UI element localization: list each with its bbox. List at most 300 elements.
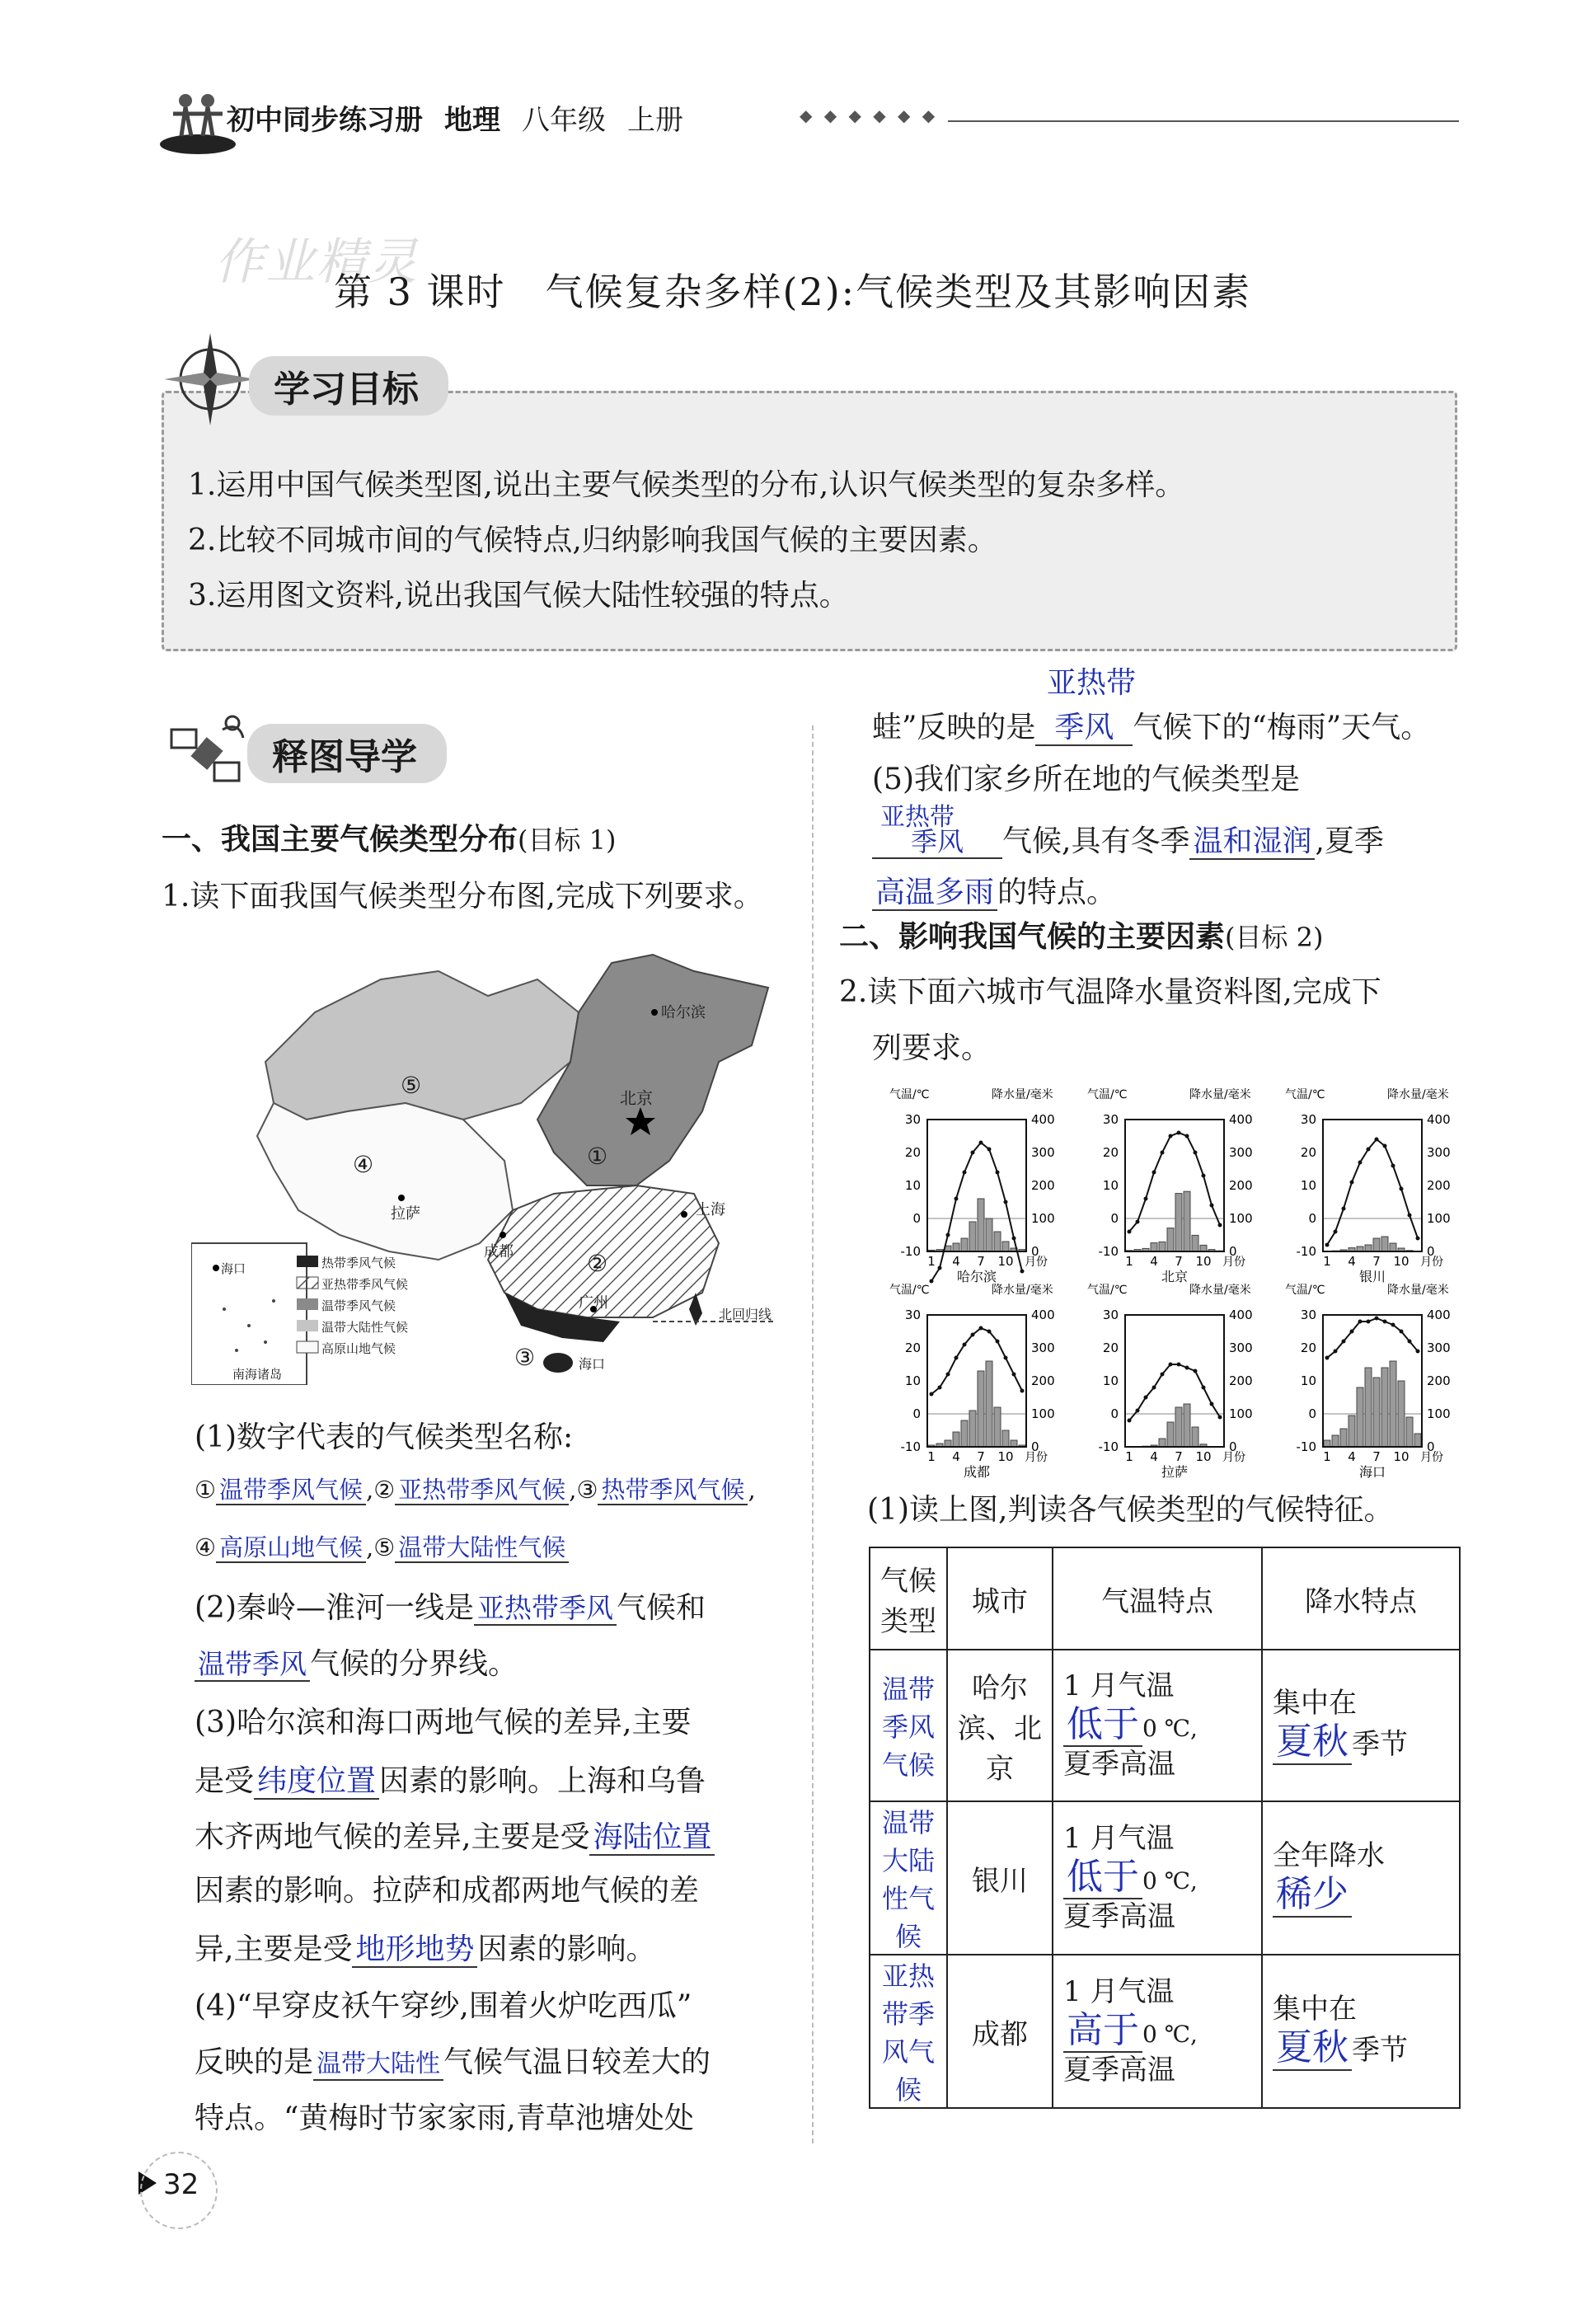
column-divider — [812, 725, 814, 2143]
row2-temp-pre: 1 月气温 — [1063, 1822, 1175, 1856]
temperature-point — [1342, 1340, 1346, 1344]
row2-temp-summer: 夏季高温 — [1063, 1900, 1175, 1934]
legend-3: 温带季风气候 — [321, 1298, 396, 1313]
temperature-point — [1136, 1220, 1140, 1224]
month-tick-label: 4 — [1348, 1449, 1356, 1464]
temp-tick-label: 30 — [1102, 1112, 1119, 1127]
x-axis-label: 月份 — [1025, 1256, 1048, 1269]
climate-chart-svg — [878, 1087, 1076, 1284]
month-tick-label: 10 — [1393, 1254, 1409, 1269]
climate-chart-chengdu — [878, 1282, 1076, 1480]
row2-temp-answer: 低于 — [1063, 1857, 1142, 1900]
row2-precip-pre: 全年降水 — [1273, 1839, 1385, 1873]
temperature-point — [1334, 1230, 1338, 1234]
x-axis-label: 月份 — [1222, 1451, 1245, 1464]
precip-tick-label: 100 — [1031, 1406, 1055, 1421]
row1-precip-pre: 集中在 — [1273, 1687, 1357, 1721]
row3-temp-post: 0 ℃, — [1142, 2020, 1198, 2048]
precip-bar — [1381, 1368, 1388, 1447]
temp-tick-label: 0 — [1308, 1406, 1316, 1421]
temperature-point — [1185, 1366, 1189, 1370]
header-volume: 上册 — [627, 103, 683, 137]
temp-tick-label: -10 — [1098, 1439, 1119, 1454]
temperature-point — [1218, 1416, 1222, 1420]
p3-text-c: 因素的影响。上海和乌鲁 — [379, 1764, 706, 1798]
lesson-title: 第 3 课时 气候复杂多样(2):气候类型及其影响因素 — [334, 270, 1252, 314]
section2-goal: (目标 2) — [1225, 922, 1324, 953]
p3-text-b: 是受 — [195, 1764, 255, 1798]
month-tick-label: 10 — [1393, 1449, 1409, 1464]
region-temperate-monsoon — [537, 955, 768, 1185]
answer-4: 高原山地气候 — [216, 1534, 366, 1563]
legend-4: 温带大陆性气候 — [321, 1320, 409, 1335]
temp-tick-label: 30 — [904, 1308, 921, 1322]
precip-tick-label: 0 — [1427, 1439, 1435, 1454]
precip-tick-label: 100 — [1427, 1406, 1451, 1421]
temp-tick-label: 30 — [904, 1112, 921, 1127]
climate-chart-svg — [878, 1282, 1076, 1480]
p4-answer-1: 温带大陆性 — [313, 2050, 443, 2081]
precip-bar — [1390, 1361, 1396, 1447]
map-number-3: ③ — [514, 1344, 536, 1371]
precip-tick-label: 100 — [1229, 1406, 1253, 1421]
p2-text-b: 气候和 — [617, 1591, 706, 1625]
temperature-point — [1375, 1138, 1379, 1142]
row3-temp-answer: 高于 — [1063, 2010, 1142, 2054]
y-axis-label-temp: 气温/℃ — [889, 1284, 930, 1297]
y-axis-label-precip: 降水量/毫米 — [1189, 1284, 1251, 1297]
precip-bar — [1381, 1237, 1388, 1251]
row1-temp-post: 0 ℃, — [1142, 1714, 1198, 1742]
header-rule — [948, 120, 1459, 122]
temperature-point — [1325, 1356, 1330, 1360]
precip-bar — [1167, 1228, 1174, 1251]
y-axis-label-temp: 气温/℃ — [889, 1088, 930, 1101]
row1-city: 哈尔滨、北京 — [947, 1650, 1053, 1801]
temperature-point — [971, 1333, 975, 1337]
precip-bar — [1184, 1191, 1190, 1251]
temperature-point — [1202, 1386, 1206, 1390]
temperature-point — [987, 1330, 992, 1334]
plot-frame — [1125, 1120, 1224, 1251]
p3-line5 — [195, 1932, 655, 1968]
temp-tick-label: 20 — [904, 1145, 921, 1160]
row3-precip — [1262, 1955, 1460, 2108]
precip-bar — [1192, 1427, 1198, 1447]
precip-bar — [1192, 1235, 1198, 1251]
temp-tick-label: 30 — [1102, 1308, 1119, 1322]
row3-temp — [1053, 1955, 1262, 2108]
temperature-point — [1194, 1151, 1198, 1155]
climate-chart-svg — [1076, 1282, 1273, 1480]
map-number-1: ① — [587, 1143, 608, 1170]
map-label-shanghai: 上海 — [696, 1201, 725, 1218]
temperature-point — [1210, 1402, 1214, 1406]
objective-2: 2.比较不同城市间的气候特点,归纳影响我国气候的主要因素。 — [188, 523, 997, 557]
map-tropic-label: 北回归线 — [719, 1307, 772, 1322]
precip-bar — [969, 1222, 976, 1251]
precip-tick-label: 200 — [1229, 1178, 1253, 1193]
temp-tick-label: 0 — [1110, 1211, 1119, 1226]
temperature-point — [1391, 1323, 1395, 1327]
row3-type: 亚热带季风气候 — [870, 1955, 947, 2108]
row1-temp-answer: 低于 — [1063, 1704, 1142, 1748]
header-bar — [227, 92, 683, 142]
temperature-point — [1408, 1340, 1412, 1344]
temperature-point — [1169, 1363, 1173, 1367]
temp-tick-label: -10 — [1098, 1244, 1119, 1259]
p5-answer-1: 季风 — [872, 827, 1002, 859]
map-label-beijing: 北京 — [620, 1088, 653, 1108]
p1-prompt: (1)数字代表的气候类型名称: — [195, 1420, 574, 1454]
precip-bar — [1357, 1387, 1363, 1447]
precip-tick-label: 300 — [1229, 1340, 1253, 1355]
p5-line3 — [872, 876, 1116, 911]
map-label-chengdu: 成都 — [484, 1243, 514, 1261]
p3-line2 — [195, 1764, 706, 1800]
th-temp: 气温特点 — [1053, 1547, 1262, 1650]
climate-chart-beijing — [1076, 1087, 1273, 1284]
section2-title — [839, 919, 1324, 954]
p3-text-d: 木齐两地气候的差异,主要是受 — [195, 1820, 590, 1854]
y-axis-label-temp: 气温/℃ — [1087, 1088, 1128, 1101]
p1-answers-row2 — [195, 1533, 569, 1563]
temperature-point — [996, 1340, 1000, 1344]
precip-tick-label: 400 — [1229, 1308, 1253, 1322]
temperature-point — [1020, 1270, 1025, 1274]
temp-tick-label: 10 — [1300, 1178, 1316, 1193]
header-book-title: 初中同步练习册 — [227, 103, 423, 137]
precip-tick-label: 0 — [1229, 1439, 1237, 1454]
precip-tick-label: 400 — [1229, 1112, 1253, 1127]
row3-temp-pre: 1 月气温 — [1063, 1975, 1175, 2009]
precip-tick-label: 400 — [1031, 1308, 1055, 1322]
p2-answer-1: 亚热带季风 — [474, 1593, 617, 1626]
p2-answer-2: 温带季风 — [195, 1649, 310, 1682]
month-tick-label: 7 — [1175, 1449, 1183, 1464]
temperature-line — [931, 1328, 1022, 1394]
temperature-point — [1375, 1317, 1379, 1321]
x-axis-label: 月份 — [1420, 1451, 1443, 1464]
temperature-line — [1129, 1133, 1220, 1232]
climate-chart-harbin — [878, 1087, 1076, 1284]
precip-bar — [1406, 1417, 1413, 1447]
temperature-point — [1408, 1214, 1412, 1218]
month-tick-label: 7 — [1175, 1254, 1183, 1269]
page-number: 32 — [163, 2168, 199, 2201]
temperature-point — [938, 1266, 942, 1270]
map-number-2: ② — [587, 1250, 608, 1277]
precip-bar — [961, 1238, 968, 1251]
precip-bar — [1184, 1404, 1190, 1447]
temperature-point — [1383, 1144, 1387, 1148]
y-axis-label-temp: 气温/℃ — [1285, 1284, 1325, 1297]
precip-tick-label: 200 — [1031, 1373, 1055, 1388]
temperature-point — [955, 1356, 959, 1360]
temperature-point — [963, 1343, 967, 1347]
temperature-point — [979, 1326, 983, 1331]
temp-tick-label: 30 — [1300, 1308, 1316, 1322]
precip-bar — [1011, 1440, 1017, 1447]
x-axis-label: 月份 — [1025, 1451, 1048, 1464]
temperature-point — [1152, 1171, 1156, 1175]
temperature-point — [1358, 1320, 1363, 1324]
precip-bar — [1390, 1243, 1396, 1251]
temp-tick-label: -10 — [900, 1244, 921, 1259]
p5-answer-2: 温和湿润 — [1189, 824, 1315, 860]
precip-bar — [1349, 1416, 1355, 1447]
temperature-point — [1367, 1148, 1371, 1152]
th-precip: 降水特点 — [1262, 1547, 1460, 1650]
y-axis-label-temp: 气温/℃ — [1087, 1284, 1128, 1297]
temp-tick-label: 10 — [1300, 1373, 1316, 1388]
precip-tick-label: 400 — [1031, 1112, 1055, 1127]
p4-answer-2-top: 亚热带 — [1047, 666, 1137, 700]
temp-tick-label: 30 — [1300, 1112, 1316, 1127]
month-tick-label: 1 — [1323, 1254, 1331, 1269]
temperature-point — [1177, 1363, 1181, 1367]
p4-text-f: 气候下的“梅雨”天气。 — [1133, 711, 1431, 744]
temperature-point — [963, 1171, 967, 1175]
table-intro: (1)读上图,判读各气候类型的气候特征。 — [867, 1493, 1394, 1527]
temperature-point — [1144, 1197, 1148, 1201]
precip-tick-label: 200 — [1427, 1373, 1451, 1388]
temp-tick-label: 20 — [1102, 1145, 1119, 1160]
month-tick-label: 7 — [1372, 1449, 1381, 1464]
china-climate-map — [191, 946, 785, 1385]
temp-tick-label: 20 — [1300, 1145, 1316, 1160]
p5-line2 — [872, 824, 1384, 860]
climate-chart-svg — [1273, 1087, 1471, 1284]
answer-1: 温带季风气候 — [216, 1477, 366, 1505]
precip-bar — [986, 1218, 992, 1251]
row2-temp — [1053, 1801, 1262, 1955]
climate-chart-haikou — [1273, 1282, 1471, 1480]
temperature-point — [1334, 1350, 1338, 1354]
chart-title: 成都 — [963, 1464, 991, 1480]
precip-tick-label: 200 — [1427, 1178, 1451, 1193]
climate-chart-svg — [1076, 1087, 1273, 1284]
region-plateau — [257, 1103, 513, 1260]
temp-tick-label: 0 — [1110, 1406, 1119, 1421]
precip-bar — [1002, 1430, 1009, 1447]
temperature-point — [1012, 1237, 1016, 1241]
precip-bar — [994, 1407, 1001, 1447]
temperature-point — [1416, 1350, 1420, 1354]
plot-frame — [1125, 1315, 1224, 1447]
precip-tick-label: 0 — [1031, 1439, 1039, 1454]
table-row — [870, 1650, 1460, 1801]
chart-title: 哈尔滨 — [956, 1269, 997, 1284]
precip-tick-label: 100 — [1427, 1211, 1451, 1226]
temperature-point — [1194, 1369, 1198, 1373]
precip-bar — [1002, 1242, 1009, 1251]
table-header-row — [870, 1547, 1460, 1650]
temp-tick-label: 10 — [904, 1373, 921, 1388]
temperature-point — [1177, 1131, 1181, 1135]
temperature-point — [1383, 1320, 1387, 1324]
p4-text-b: 反映的是 — [195, 2045, 314, 2079]
table-row — [870, 1801, 1460, 1955]
row1-precip-answer: 夏秋 — [1273, 1721, 1352, 1765]
month-tick-label: 1 — [1125, 1449, 1133, 1464]
temp-tick-label: -10 — [900, 1439, 921, 1454]
map-number-4: ④ — [353, 1151, 374, 1178]
comma: , — [748, 1476, 756, 1504]
temp-tick-label: 20 — [904, 1340, 921, 1355]
header-grade: 八年级 — [522, 103, 606, 137]
precip-bar — [1365, 1368, 1372, 1447]
p2-line2 — [195, 1649, 518, 1682]
p3-answer-2: 海陆位置 — [589, 1820, 715, 1856]
p3-answer-1: 纬度位置 — [254, 1764, 379, 1800]
temperature-point — [1325, 1243, 1330, 1247]
temperature-point — [1161, 1373, 1165, 1377]
month-tick-label: 1 — [927, 1449, 936, 1464]
temp-tick-label: -10 — [1296, 1244, 1316, 1259]
p4-line2 — [195, 2045, 711, 2081]
precip-tick-label: 400 — [1427, 1308, 1451, 1322]
precip-tick-label: 300 — [1427, 1145, 1451, 1160]
temperature-point — [1400, 1330, 1404, 1334]
map-label-harbin: 哈尔滨 — [661, 1004, 706, 1021]
temperature-point — [1416, 1237, 1420, 1241]
section1-title — [162, 822, 617, 857]
temperature-point — [1202, 1174, 1206, 1178]
month-tick-label: 4 — [952, 1254, 960, 1269]
row2-temp-post: 0 ℃, — [1142, 1866, 1198, 1894]
th-type: 气候类型 — [870, 1547, 947, 1650]
precip-tick-label: 300 — [1427, 1340, 1451, 1355]
temp-tick-label: 10 — [1102, 1373, 1119, 1388]
q2-line1: 2.读下面六城市气温降水量资料图,完成下 — [839, 975, 1381, 1009]
compass-icon — [161, 330, 260, 429]
y-axis-label-precip: 降水量/毫米 — [992, 1284, 1053, 1297]
precip-bar — [978, 1199, 984, 1251]
precip-bar — [1151, 1243, 1157, 1251]
month-tick-label: 1 — [927, 1254, 936, 1269]
temp-tick-label: 0 — [912, 1211, 921, 1226]
temperature-point — [1358, 1161, 1363, 1165]
p4-line3: 特点。“黄梅时节家家雨,青草池塘处处 — [195, 2101, 694, 2135]
month-tick-label: 10 — [1195, 1449, 1212, 1464]
section2-title-text: 二、影响我国气候的主要因素 — [839, 919, 1226, 954]
comma: , — [569, 1476, 577, 1504]
month-tick-label: 4 — [1150, 1449, 1158, 1464]
temperature-point — [996, 1171, 1000, 1175]
climate-chart-yinchuan — [1273, 1087, 1471, 1284]
temperature-point — [1144, 1396, 1148, 1400]
y-axis-label-precip: 降水量/毫米 — [992, 1088, 1053, 1101]
y-axis-label-precip: 降水量/毫米 — [1189, 1088, 1251, 1101]
temperature-point — [946, 1233, 950, 1237]
precip-bar — [1414, 1434, 1421, 1447]
temperature-point — [946, 1373, 950, 1377]
p5-line1: (5)我们家乡所在地的气候类型是 — [872, 763, 1300, 796]
temp-tick-label: 10 — [904, 1178, 921, 1193]
precip-bar — [994, 1232, 1001, 1251]
month-tick-label: 1 — [1323, 1449, 1331, 1464]
month-tick-label: 1 — [1125, 1254, 1133, 1269]
row2-precip-answer: 稀少 — [1273, 1874, 1352, 1918]
precip-bar — [1175, 1407, 1182, 1447]
row2-city: 银川 — [947, 1801, 1053, 1955]
temp-tick-label: 20 — [1300, 1340, 1316, 1355]
temperature-point — [987, 1148, 992, 1152]
p3-answer-3: 地形地势 — [352, 1932, 477, 1968]
temperature-line — [1129, 1364, 1220, 1420]
th-city: 城市 — [947, 1547, 1053, 1650]
p3-line1: (3)哈尔滨和海口两地气候的差异,主要 — [195, 1706, 692, 1739]
month-tick-label: 4 — [1348, 1254, 1356, 1269]
row1-temp-summer: 夏季高温 — [1063, 1748, 1175, 1782]
temperature-point — [1342, 1207, 1346, 1211]
precip-bar — [1373, 1378, 1380, 1447]
temperature-point — [1136, 1409, 1140, 1413]
header-subject: 地理 — [444, 103, 500, 137]
p4-line4 — [872, 711, 1430, 746]
p2-text-a: (2)秦岭—淮河一线是 — [195, 1591, 474, 1625]
temperature-point — [1350, 1181, 1354, 1185]
row3-precip-post: 季节 — [1352, 2033, 1408, 2067]
temperature-point — [1367, 1320, 1371, 1324]
p3-line3 — [195, 1820, 715, 1856]
precip-tick-label: 200 — [1031, 1178, 1055, 1193]
row3-precip-answer: 夏秋 — [1273, 2027, 1352, 2071]
section1-goal: (目标 1) — [518, 824, 617, 856]
temperature-point — [1210, 1204, 1214, 1208]
p2-line1 — [195, 1593, 706, 1626]
precip-bar — [1365, 1245, 1372, 1251]
y-axis-label-temp: 气温/℃ — [1285, 1088, 1325, 1101]
precip-tick-label: 0 — [1427, 1244, 1435, 1259]
p3-text-f: 异,主要是受 — [195, 1932, 353, 1966]
map-number-5: ⑤ — [401, 1072, 422, 1099]
objective-1: 1.运用中国气候类型图,说出主要气候类型的分布,认识气候类型的复杂多样。 — [188, 468, 1185, 502]
temp-tick-label: 0 — [1308, 1211, 1316, 1226]
climate-chart-lhasa — [1076, 1282, 1273, 1480]
precip-tick-label: 300 — [1031, 1340, 1055, 1355]
precip-tick-label: 0 — [1229, 1244, 1237, 1259]
answer-5: 温带大陆性气候 — [395, 1534, 569, 1563]
objective-3: 3.运用图文资料,说出我国气候大陆性较强的特点。 — [188, 579, 849, 613]
legend-5: 高原山地气候 — [321, 1341, 396, 1356]
temperature-point — [1128, 1419, 1132, 1423]
precip-bar — [953, 1432, 959, 1447]
temperature-point — [1152, 1386, 1156, 1390]
temperature-point — [979, 1141, 983, 1145]
precip-bar — [1159, 1439, 1166, 1447]
temperature-point — [1004, 1200, 1008, 1204]
row1-temp — [1053, 1650, 1262, 1801]
mark-5: ⑤ — [373, 1533, 396, 1561]
precip-bar — [969, 1411, 976, 1447]
climate-table — [869, 1547, 1461, 2109]
section1-title-text: 一、我国主要气候类型分布 — [162, 822, 518, 857]
temp-tick-label: 10 — [1102, 1178, 1119, 1193]
y-axis-label-precip: 降水量/毫米 — [1387, 1088, 1449, 1101]
objectives-heading: 学习目标 — [249, 356, 448, 416]
precip-bar — [1332, 1435, 1339, 1447]
temperature-point — [1185, 1134, 1189, 1139]
mark-3: ③ — [576, 1476, 598, 1504]
temperature-point — [1012, 1373, 1016, 1377]
temperature-point — [1161, 1151, 1165, 1155]
month-tick-label: 4 — [1150, 1254, 1158, 1269]
precip-tick-label: 200 — [1229, 1373, 1253, 1388]
precip-bar — [1324, 1440, 1330, 1447]
inset-label-south-china-sea: 南海诸岛 — [232, 1367, 283, 1382]
